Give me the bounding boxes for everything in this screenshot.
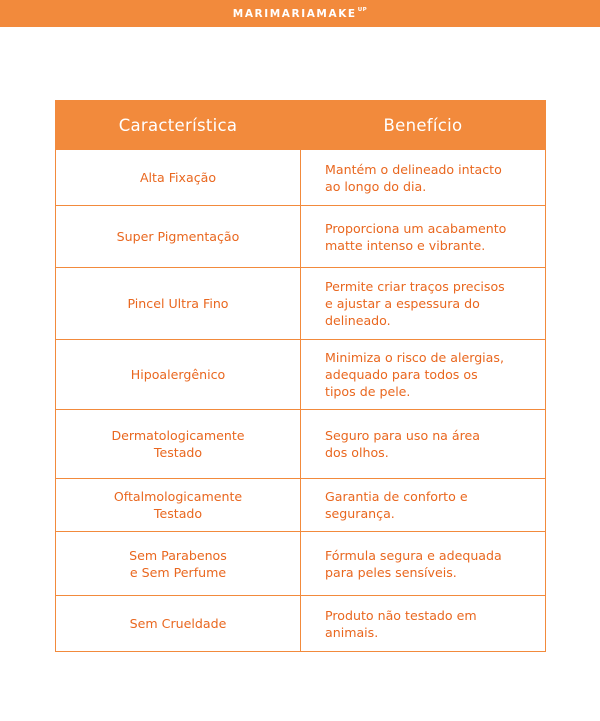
table-row <box>56 479 546 532</box>
feature-cell: Alta Fixação <box>56 150 301 206</box>
feature-cell: Oftalmologicamente Testado <box>56 479 301 532</box>
brand-name: MARIMARIAMAKE <box>232 7 357 20</box>
table-row <box>56 596 546 652</box>
table-row <box>56 268 546 340</box>
table-header-row <box>56 101 546 150</box>
benefit-cell: Fórmula segura e adequada para peles sensíveis. <box>301 532 546 596</box>
features-table-container <box>55 100 545 652</box>
feature-cell: Sem Crueldade <box>56 596 301 652</box>
feature-cell: Dermatologicamente Testado <box>56 410 301 479</box>
table-row <box>56 150 546 206</box>
table-row <box>56 340 546 410</box>
header-benefit: Benefício <box>301 101 546 150</box>
feature-cell: Super Pigmentação <box>56 206 301 268</box>
feature-cell: Pincel Ultra Fino <box>56 268 301 340</box>
benefit-cell: Minimiza o risco de alergias, adequado para todos os tipos de pele. <box>301 340 546 410</box>
brand-header-bar <box>0 0 600 27</box>
header-feature: Característica <box>56 101 301 150</box>
benefit-cell: Garantia de conforto e segurança. <box>301 479 546 532</box>
brand-superscript: UP <box>357 6 368 13</box>
benefit-cell: Permite criar traços precisos e ajustar a espessura do delineado. <box>301 268 546 340</box>
benefit-cell: Proporciona um acabamento matte intenso e vibrante. <box>301 206 546 268</box>
brand-logo <box>233 8 367 20</box>
benefit-cell: Mantém o delineado intacto ao longo do dia. <box>301 150 546 206</box>
feature-cell: Hipoalergênico <box>56 340 301 410</box>
features-benefits-table <box>55 100 546 652</box>
table-row <box>56 532 546 596</box>
benefit-cell: Produto não testado em animais. <box>301 596 546 652</box>
table-row <box>56 410 546 479</box>
benefit-cell: Seguro para uso na área dos olhos. <box>301 410 546 479</box>
feature-cell: Sem Parabenos e Sem Perfume <box>56 532 301 596</box>
table-row <box>56 206 546 268</box>
